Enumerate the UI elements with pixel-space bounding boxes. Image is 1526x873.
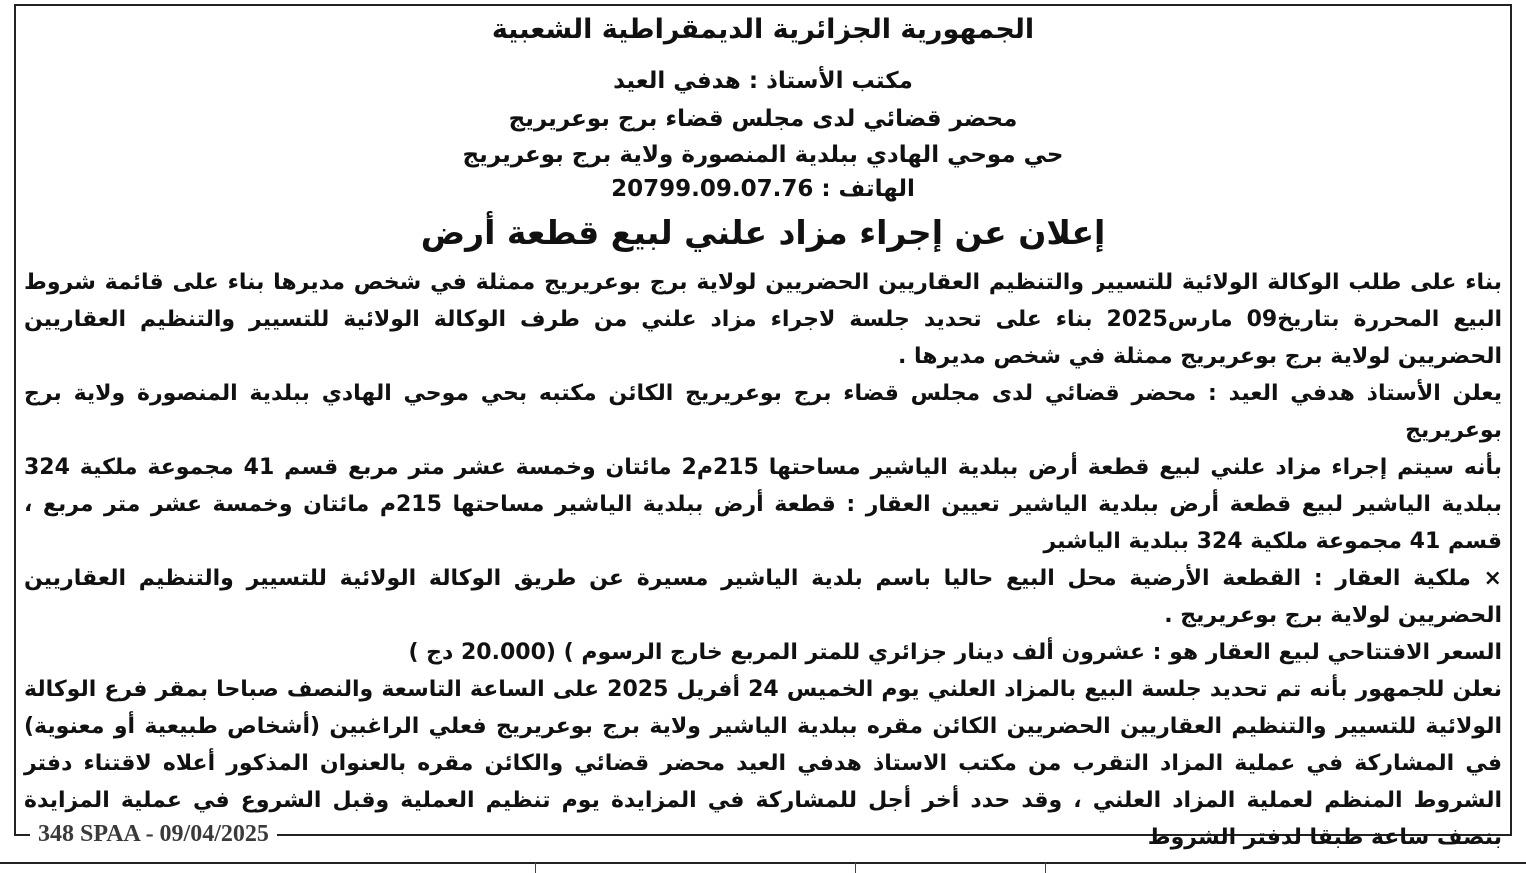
notice-body — [24, 264, 1502, 856]
column-divider — [535, 862, 536, 873]
paragraph-announcer: يعلن الأستاذ هدفي العيد : محضر قضائي لدى مجلس قضاء برج بوعريريج الكائن مكتبه بحي موحي الهادي ببلدية المنصورة ولاية برج بوعريريج — [24, 381, 1502, 443]
column-divider — [855, 862, 856, 873]
publication-reference: 348 SPAA - 09/04/2025 — [30, 821, 277, 848]
phone-line — [16, 176, 1510, 202]
phone-number: 20799.09.07.76 — [611, 176, 814, 202]
notice-title: إعلان عن إجراء مزاد علني لبيع قطعة أرض — [420, 213, 1106, 252]
country-heading: الجمهورية الجزائرية الديمقراطية الشعبية — [491, 14, 1035, 45]
page-divider — [0, 862, 1526, 864]
paragraph-request: بناء على طلب الوكالة الولائية للتسيير والتنظيم العقاريين الحضريين لولاية برج بوعريريج ممثلة في شخص مديرها بناء على قائمة شروط البيع المحررة بتاريخ09 مارس2025 بناء على تحديد جلسة لاجراء مزاد علني من طرف الوكالة الولائية للتسيير والتنظيم العقاريين الحضريين لولاية برج بوعريريج ممثلة في شخص مديرها . — [24, 270, 1502, 369]
address-heading: حي موحي الهادي ببلدية المنصورة ولاية برج بوعريريج — [462, 142, 1064, 168]
role-heading: محضر قضائي لدى مجلس قضاء برج بوعريريج — [508, 106, 1018, 132]
paragraph-ownership: × ملكية العقار : القطعة الأرضية محل البيع حاليا باسم بلدية الياشير مسيرة عن طريق الوكالة الولائية للتسيير والتنظيم العقاريين الحضريين لولاية برج بوعريريج . — [24, 566, 1502, 628]
column-divider — [1045, 862, 1046, 873]
paragraph-price: السعر الافتتاحي لبيع العقار هو : عشرون ألف دينار جزائري للمتر المربع خارج الرسوم ) (20.000 دج ) — [408, 640, 1502, 665]
paragraph-session: نعلن للجمهور بأنه تم تحديد جلسة البيع بالمزاد العلني يوم الخميس 24 أفريل 2025 على الساعة التاسعة والنصف صباحا بمقر فرع الوكالة الولائية للتسيير والتنظيم العقاريين الحضريين الكائن مقره ببلدية الياشير ولاية برج بوعريريج فعلي الراغبين (أشخاص طبيعية أو معنوية) في المشاركة في عملية المزاد التقرب من مكتب الاستاذ هدفي العيد محضر قضائي والكائن مقره بالعنوان المذكور أعلاه لاقتناء دفتر الشروط المنظم لعملية المزاد العلني ، وقد حدد أخر أجل للمشاركة في المزايدة يوم تنظيم العملية وقبل الشروع في عملية المزايدة بنصف ساعة طبقا لدفتر الشروط — [24, 677, 1502, 850]
phone-label: الهاتف : — [821, 176, 915, 202]
office-heading: مكتب الأستاذ : هدفي العيد — [613, 68, 913, 94]
paragraph-property: بأنه سيتم إجراء مزاد علني لبيع قطعة أرض ببلدية الياشير مساحتها 215م2 مائتان وخمسة عشر متر مربع قسم 41 مجموعة ملكية 324 ببلدية الياشير لبيع قطعة أرض ببلدية الياشير تعيين العقار : قطعة أرض ببلدية الياشير مساحتها 215م مائتان وخمسة عشر متر مربع ، قسم 41 مجموعة ملكية 324 ببلدية الياشير — [24, 455, 1502, 554]
auction-notice — [14, 4, 1512, 850]
